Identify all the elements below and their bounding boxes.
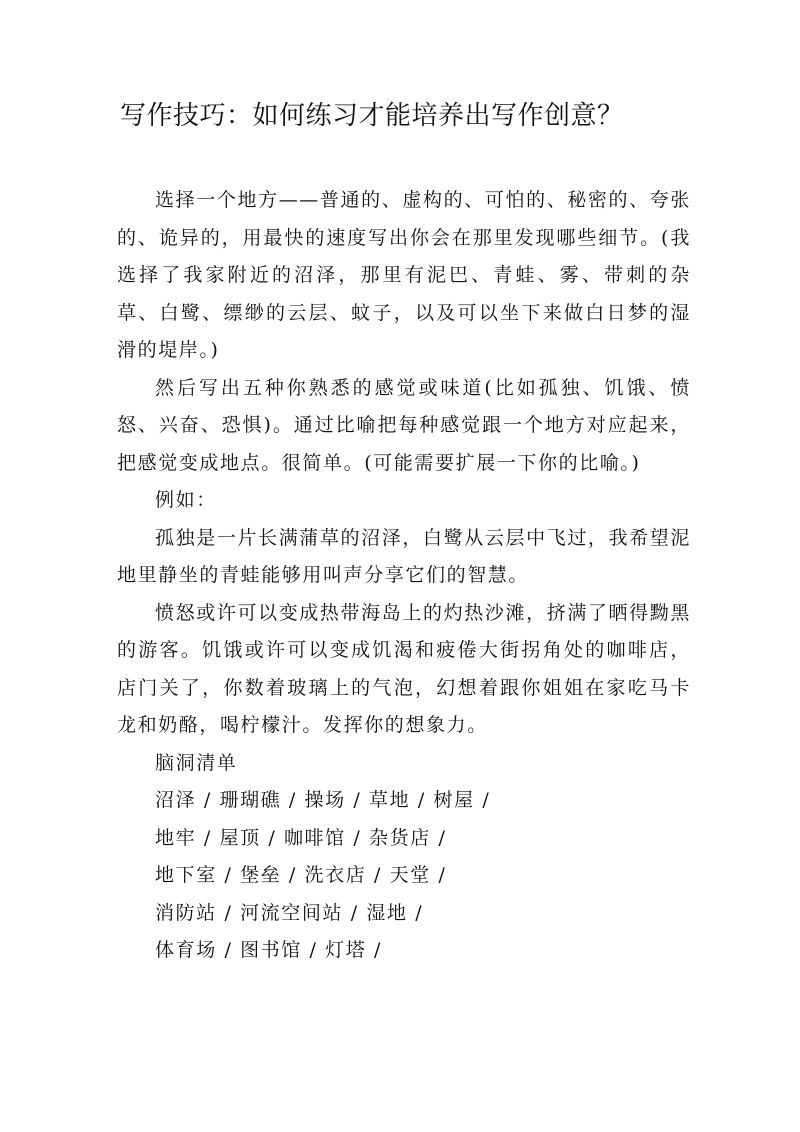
list-line: 消防站 / 河流空间站 / 湿地 / xyxy=(155,901,424,924)
list-line: 地牢 / 屋顶 / 咖啡馆 / 杂货店 / xyxy=(155,826,447,849)
paragraph-choose-place: 选择一个地方——普通的、虚构的、可怕的、秘密的、夸张的、诡异的，用最快的速度写出你会在那里发现哪些细节。(我选择了我家附近的沼泽，那里有泥巴、青蛙、雾、带刺的杂草、白鹭、缥缈的云层、蚊子，以及可以坐下来做白日梦的湿滑的堤岸。) xyxy=(117,189,691,361)
list-line: 体育场 / 图书馆 / 灯塔 / xyxy=(155,939,383,961)
paragraph-anger-hunger: 愤怒或许可以变成热带海岛上的灼热沙滩，挤满了晒得黝黑的游客。饥饿或许可以变成饥渴和疲倦大街拐角处的咖啡店，店门关了，你数着玻璃上的气泡，幻想着跟你姐姐在家吃马卡龙和奶酪，喝柠檬汁。发挥你的想象力。 xyxy=(117,601,691,736)
paragraph-loneliness: 孤独是一片长满蒲草的沼泽，白鹭从云层中飞过，我希望泥地里静坐的青蛙能够用叫声分享它们的智慧。 xyxy=(117,526,691,586)
list-line: 地下室 / 堡垒 / 洗衣店 / 天堂 / xyxy=(155,864,447,886)
paragraph-example-label: 例如： xyxy=(155,489,217,511)
list-line: 沼泽 / 珊瑚礁 / 操场 / 草地 / 树屋 / xyxy=(155,789,491,811)
paragraph-feelings: 然后写出五种你熟悉的感觉或味道(比如孤独、饥饿、愤怒、兴奋、恐惧)。通过比喻把每种感觉跟一个地方对应起来，把感觉变成地点。很简单。(可能需要扩展一下你的比喻。) xyxy=(117,376,691,474)
brainstorm-list-heading: 脑洞清单 xyxy=(155,751,238,774)
document-title: 写作技巧：如何练习才能培养出写作创意？ xyxy=(120,101,624,131)
document-body xyxy=(117,182,691,970)
